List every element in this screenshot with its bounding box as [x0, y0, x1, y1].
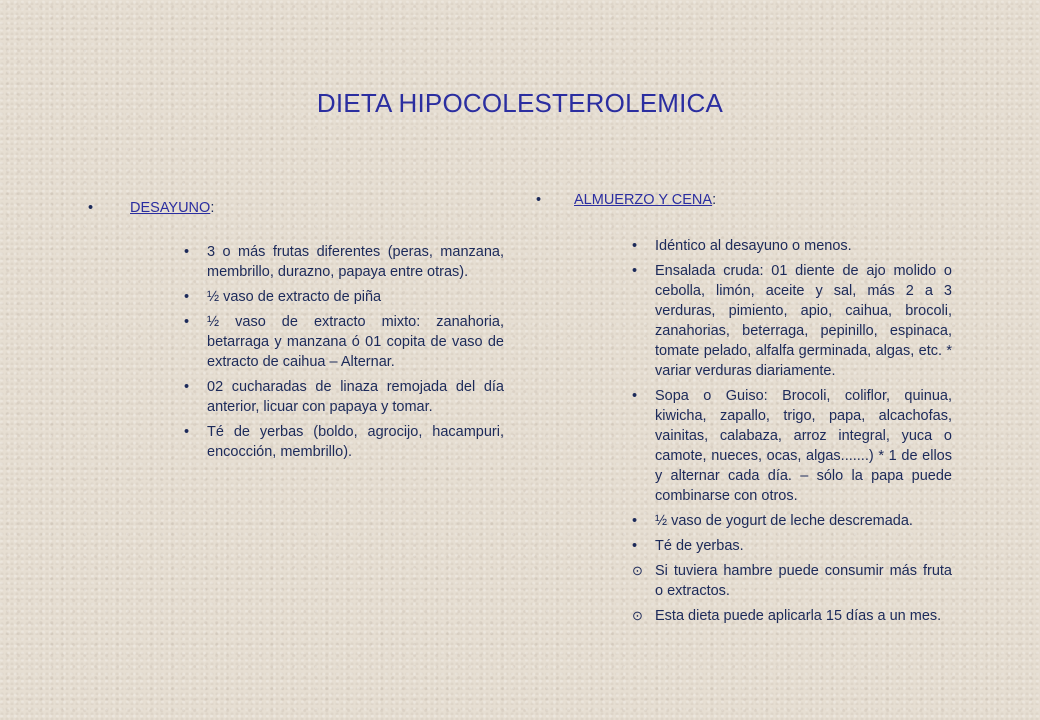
list-item: [632, 386, 952, 506]
bullet-icon: •: [536, 192, 542, 208]
list-item-text: Té de yerbas.: [655, 538, 744, 554]
list-item: [184, 422, 504, 462]
bullet-icon: •: [632, 388, 638, 404]
list-item-text: Sopa o Guiso: Brocoli, coliflor, quinua, kiwicha, zapallo, trigo, papa, alcachofas, vainitas, calabaza, arroz integral, yuca o camote, nueces, ocas, algas.......) * 1 de ellos y alternar cada día. – sólo la papa puede combinarse con otros.: [655, 388, 952, 504]
lunch-dinner-heading: ALMUERZO Y CENA: [574, 192, 713, 208]
list-item-text: 02 cucharadas de linaza remojada del día anterior, licuar con papaya y tomar.: [207, 379, 504, 415]
bullet-icon: •: [632, 538, 638, 554]
list-item: [632, 536, 952, 556]
list-item: [632, 236, 952, 256]
list-item-text: Esta dieta puede aplicarla 15 días a un mes.: [655, 608, 942, 624]
heading-colon: :: [210, 200, 215, 216]
bullet-icon: •: [632, 513, 638, 529]
lunch-dinner-heading-row: [536, 190, 956, 210]
list-item-text: ½ vaso de yogurt de leche descremada.: [655, 513, 913, 529]
list-item: [184, 312, 504, 372]
bullet-icon: •: [184, 379, 190, 395]
list-item: [184, 242, 504, 282]
list-item: [184, 287, 504, 307]
lunch-dinner-column: [536, 190, 956, 631]
list-item-text: Si tuviera hambre puede consumir más fruta o extractos.: [655, 563, 952, 599]
bullet-icon: •: [88, 200, 94, 216]
circle-bullet-icon: ⊙: [632, 563, 643, 578]
bullet-icon: •: [632, 238, 638, 254]
bullet-icon: •: [184, 244, 190, 260]
breakfast-column: [88, 198, 508, 467]
bullet-icon: •: [632, 263, 638, 279]
bullet-icon: •: [184, 424, 190, 440]
bullet-icon: •: [184, 314, 190, 330]
list-item: [632, 606, 952, 626]
list-item: [632, 561, 952, 601]
lunch-dinner-list: [632, 236, 952, 626]
list-item-text: Idéntico al desayuno o menos.: [655, 238, 852, 254]
list-item-text: 3 o más frutas diferentes (peras, manzana, membrillo, durazno, papaya entre otras).: [207, 244, 504, 280]
circle-bullet-icon: ⊙: [632, 608, 643, 623]
breakfast-list: [184, 242, 504, 462]
heading-colon: :: [712, 192, 717, 208]
breakfast-heading: DESAYUNO: [130, 200, 211, 216]
list-item: [184, 377, 504, 417]
page-title: DIETA HIPOCOLESTEROLEMICA: [316, 88, 724, 118]
list-item-text: ½ vaso de extracto mixto: zanahoria, betarraga y manzana ó 01 copita de vaso de extracto de caihua – Alternar.: [207, 314, 504, 370]
list-item: [632, 261, 952, 381]
bullet-icon: •: [184, 289, 190, 305]
list-item-text: ½ vaso de extracto de piña: [207, 289, 382, 305]
list-item-text: Té de yerbas (boldo, agrocijo, hacampuri, encocción, membrillo).: [207, 424, 504, 460]
list-item-text: Ensalada cruda: 01 diente de ajo molido o cebolla, limón, aceite y sal, más 2 a 3 verduras, pimiento, apio, caihua, brocoli, zanahorias, beterraga, pepinillo, espinaca, tomate pelado, alfalfa germinada, algas, etc. * variar verduras diariamente.: [655, 263, 952, 379]
list-item: [632, 511, 952, 531]
breakfast-heading-row: [88, 198, 508, 218]
